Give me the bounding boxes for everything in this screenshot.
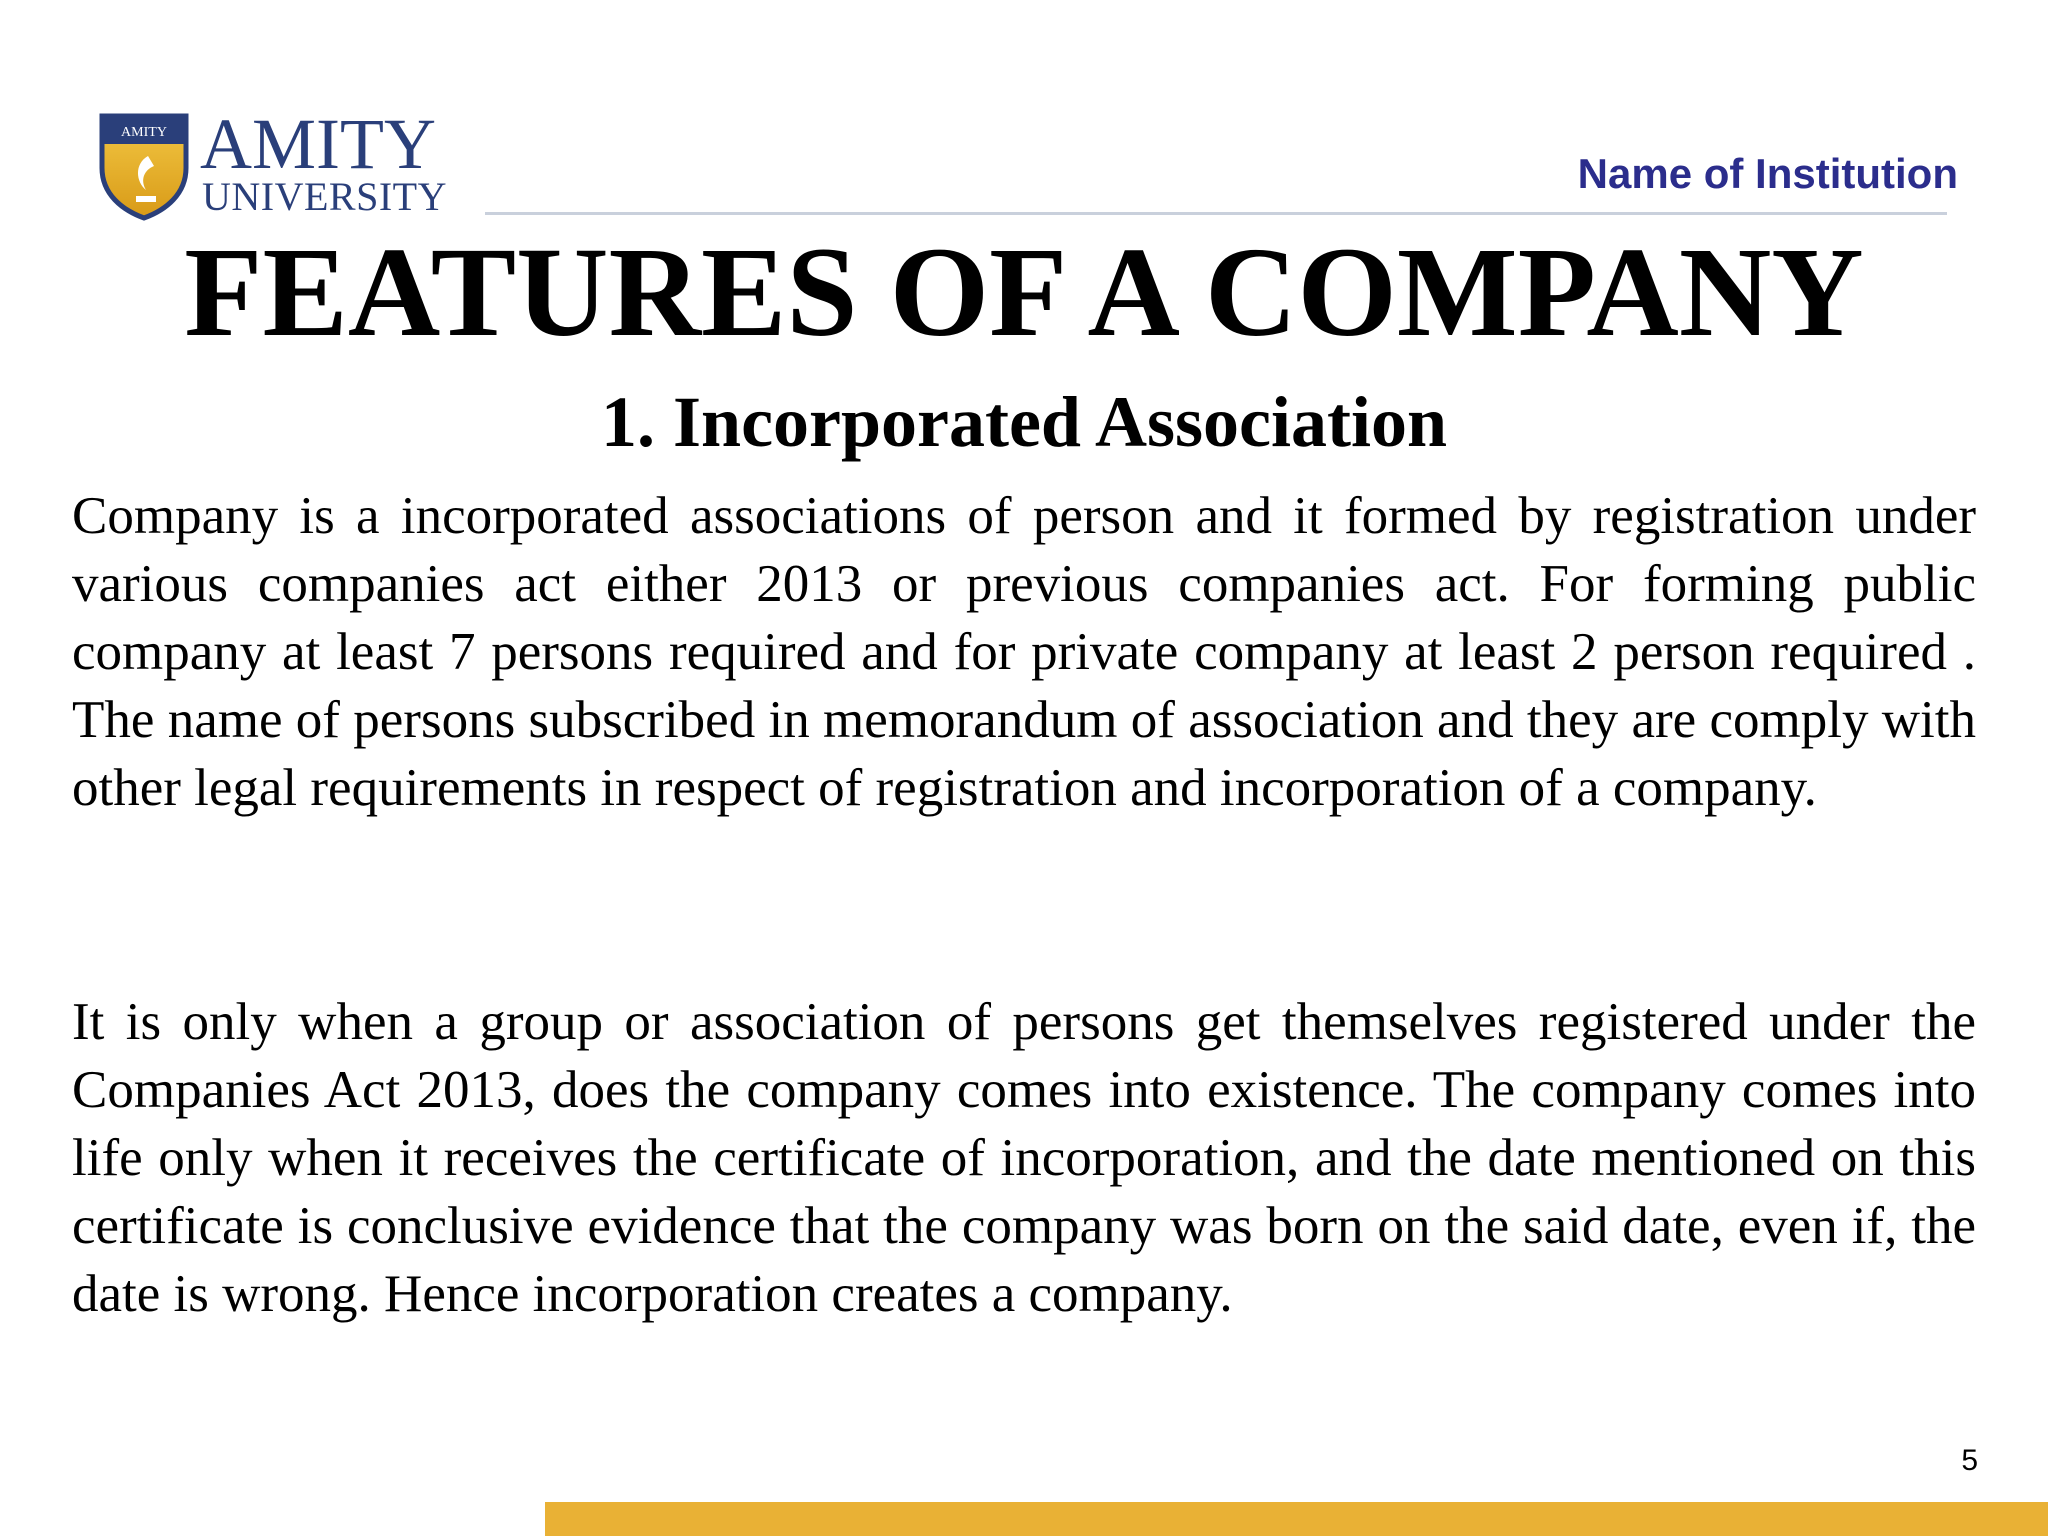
crest-label: AMITY	[121, 125, 167, 140]
body-paragraph-1: Company is a incorporated associations of person and it formed by registration under various companies act either 2013 or previous companies act. For forming public company at least 7 persons required and for private company at least 2 person required . The name of persons subscribed in memorandum of association and they are comply with other legal requirements in respect of registration and incorporation of a company.	[72, 487, 1976, 817]
logo-name: AMITY	[200, 104, 436, 184]
shield-icon	[96, 110, 192, 222]
footer-accent-bar	[545, 1502, 2048, 1536]
body-paragraph-2: It is only when a group or association of persons get themselves registered under the Companies Act 2013, does the company comes into existence. The company comes into life only when it receives the certificate of incorporation, and the date mentioned on this certificate is conclusive evidence that the company was born on the said date, even if, the date is wrong. Hence incorporation creates a company.	[72, 993, 1976, 1323]
amity-logo	[96, 104, 446, 224]
page-number: 5	[1961, 1444, 1978, 1477]
logo-subname: UNIVERSITY	[202, 174, 447, 219]
header-divider	[485, 212, 1947, 215]
institution-name: Name of Institution	[1577, 150, 1958, 197]
slide-subtitle: 1. Incorporated Association	[601, 382, 1447, 462]
slide-title: FEATURES OF A COMPANY	[184, 221, 1864, 363]
